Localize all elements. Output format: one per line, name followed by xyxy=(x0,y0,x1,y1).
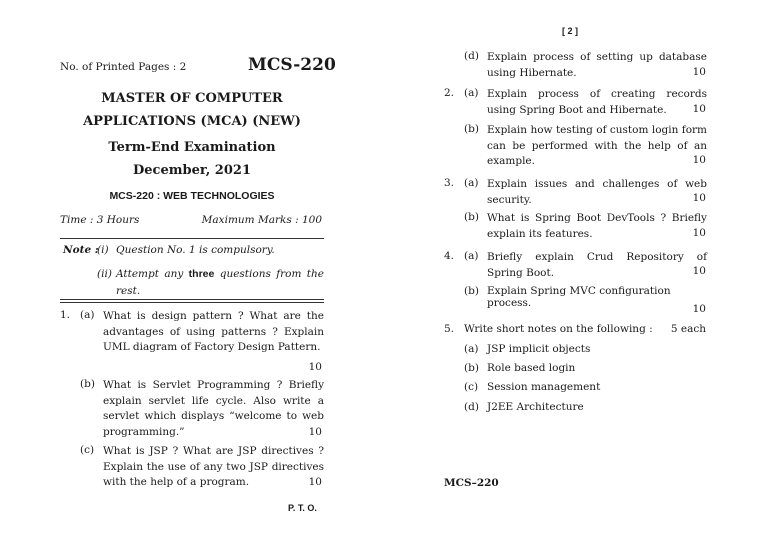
q1a-marks: 10 xyxy=(308,361,322,373)
q3b-label: (b) xyxy=(464,211,479,223)
divider-double xyxy=(60,299,324,303)
q5a-text: JSP implicit objects xyxy=(487,343,591,355)
q5b-label: (b) xyxy=(464,362,479,374)
exam-date: December, 2021 xyxy=(133,163,251,178)
q2b-text: Explain how testing of custom login form can be performed with the help of an example. xyxy=(487,124,707,167)
q3a-marks: 10 xyxy=(692,192,706,204)
max-marks-label: Maximum Marks : 100 xyxy=(201,214,322,226)
q1a-text: What is design pattern ? What are the advantages of using patterns ? Explain UML diagram of Factory Design Pattern. xyxy=(103,310,324,353)
footer-code: MCS–220 xyxy=(444,477,499,489)
q1a-label: (a) xyxy=(80,309,95,321)
q5c-label: (c) xyxy=(464,381,479,393)
q1-num: 1. xyxy=(60,309,71,321)
q1c-marks: 10 xyxy=(308,476,322,488)
q5c-text: Session management xyxy=(487,381,601,393)
time-label: Time : 3 Hours xyxy=(60,214,140,226)
paper-code: MCS-220 xyxy=(248,55,336,75)
q4a-text: Briefly explain Crud Repository of Spring Boot. xyxy=(487,251,707,279)
note2-text: Attempt any three questions from the rest. xyxy=(116,268,324,297)
note-label: Note : xyxy=(63,244,99,256)
q5d-text: J2EE Architecture xyxy=(487,401,584,413)
q5a-label: (a) xyxy=(464,343,479,355)
q3-num: 3. xyxy=(444,177,455,189)
exam-title: Term-End Examination xyxy=(108,140,276,155)
q2-num: 2. xyxy=(444,87,455,99)
page-number: [ 2 ] xyxy=(561,26,578,36)
q1d-marks: 10 xyxy=(692,66,706,78)
q3a-label: (a) xyxy=(464,177,479,189)
q5-text: Write short notes on the following : xyxy=(464,323,653,335)
q1d-label: (d) xyxy=(464,50,479,62)
note2-bold: three xyxy=(188,268,215,280)
q4a-marks: 10 xyxy=(692,265,706,277)
q1c-label: (c) xyxy=(80,444,95,456)
note1-num: (i) xyxy=(97,244,109,256)
note2-num: (ii) xyxy=(97,268,112,280)
q5-marks: 5 each xyxy=(670,323,706,335)
divider-top xyxy=(60,238,324,239)
q3a-text: Explain issues and challenges of web security. xyxy=(487,178,707,206)
course-title: MCS-220 : WEB TECHNOLOGIES xyxy=(109,190,275,202)
q3b-text: What is Spring Boot DevTools ? Briefly explain its features. xyxy=(487,212,707,240)
printed-pages-label: No. of Printed Pages : 2 xyxy=(60,61,187,73)
q2b-marks: 10 xyxy=(692,154,706,166)
q1d-text: Explain process of setting up database using Hibernate. xyxy=(487,51,707,79)
q4b-marks: 10 xyxy=(692,303,706,315)
q1b-text: What is Servlet Programming ? Briefly explain servlet life cycle. Also write a servlet which displays “welcome to web programming.” xyxy=(103,379,324,438)
q4-num: 4. xyxy=(444,250,455,262)
q2a-label: (a) xyxy=(464,87,479,99)
q4a-label: (a) xyxy=(464,250,479,262)
pto-label: P. T. O. xyxy=(288,503,317,513)
q2a-text: Explain process of creating records using Spring Boot and Hibernate. xyxy=(487,88,707,116)
q5d-label: (d) xyxy=(464,401,479,413)
q5-num: 5. xyxy=(444,323,455,335)
note1-text: Question No. 1 is compulsory. xyxy=(116,244,275,256)
q5b-text: Role based login xyxy=(487,362,576,374)
title-line1: MASTER OF COMPUTER xyxy=(101,91,283,106)
title-line2: APPLICATIONS (MCA) (NEW) xyxy=(83,114,301,129)
q3b-marks: 10 xyxy=(692,227,706,239)
q1b-label: (b) xyxy=(80,378,95,390)
q2b-label: (b) xyxy=(464,123,479,135)
q4b-text: Explain Spring MVC configuration process. xyxy=(487,285,671,309)
q1c-text: What is JSP ? What are JSP directives ? Explain the use of any two JSP directives with the help of a program. xyxy=(103,445,324,488)
q4b-label: (b) xyxy=(464,285,479,297)
q2a-marks: 10 xyxy=(692,103,706,115)
q1b-marks: 10 xyxy=(308,426,322,438)
